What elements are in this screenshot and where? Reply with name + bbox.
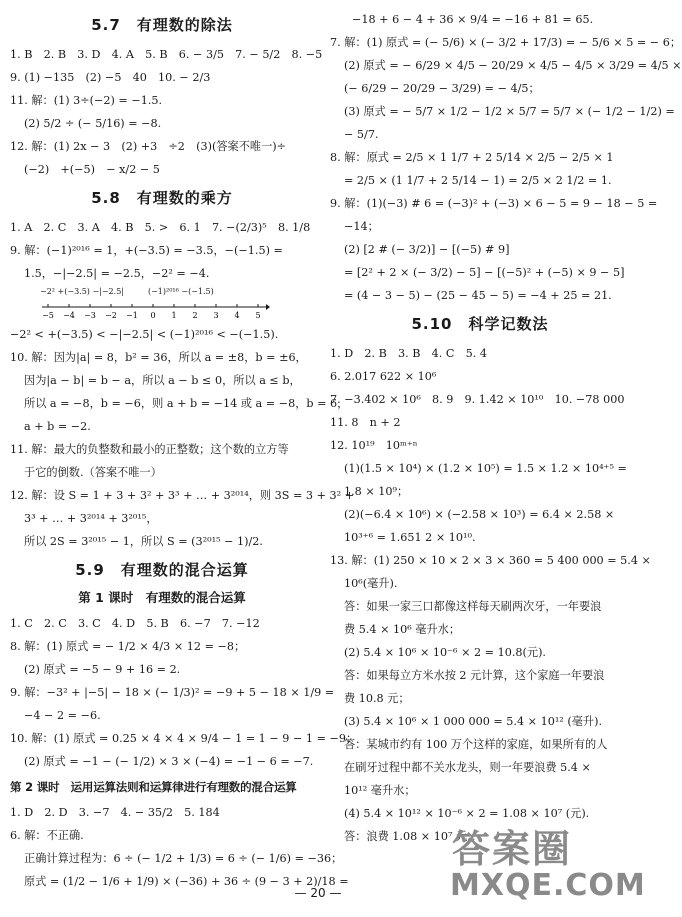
answer-line: 10¹² 毫升水； <box>344 784 416 797</box>
number-line-tick-label: 0 <box>150 311 156 320</box>
answer-line: 12. 10¹⁹ 10ᵐ⁺ⁿ <box>330 439 418 452</box>
answer-line: 于它的倒数.（答案不唯一） <box>24 466 162 479</box>
answer-line: 9. (1) −135 (2) −5 40 10. − 2/3 <box>10 71 211 84</box>
page-number: — 20 — <box>294 886 342 900</box>
answer-line: (2)(−6.4 × 10⁶) × (−2.58 × 10³) = 6.4 × 2.58 × <box>344 508 615 521</box>
answer-line: 7. −3.402 × 10⁶ 8. 9 9. 1.42 × 10¹⁰ 10. −78 000 <box>330 393 625 406</box>
lesson-title-1: 第 1 课时 有理数的混合运算 <box>78 590 246 605</box>
answer-line: (2) 原式 = −1 − (− 1/2) × 3 × (−4) = −1 − 6 = −7. <box>24 755 314 768</box>
answer-line: (2) 5.4 × 10⁶ × 10⁻⁶ × 2 = 10.8(元). <box>344 646 546 659</box>
answer-line: = [2² + 2 × (− 3/2) − 5] − [(−5)² + (−5) × 9 − 5] <box>344 266 625 279</box>
number-line-tick-label: −5 <box>42 311 54 320</box>
answer-line: 1. A 2. C 3. A 4. B 5. > 6. 1 7. −(2/3)⁵ 8. 1/8 <box>10 221 311 234</box>
answer-line: 10⁶(毫升). <box>344 577 398 590</box>
left-column <box>10 8 358 893</box>
number-line-figure <box>10 285 314 323</box>
answer-line: 在刷牙过程中都不关水龙头，则一年要浪费 5.4 × <box>344 761 591 774</box>
answer-line: (4) 5.4 × 10¹² × 10⁻⁶ × 2 = 1.08 × 10⁷ (元). <box>344 807 590 820</box>
number-line-tick-label: −3 <box>84 311 96 320</box>
answer-line: 7. 解：(1) 原式 = (− 5/6) × (− 3/2 + 17/3) = − 5/6 × 5 = − 6； <box>330 36 682 49</box>
answer-line: −4 − 2 = −6. <box>24 709 101 722</box>
logo-text-bottom: MXQE.COM <box>450 868 646 903</box>
answer-line: −2² < +(−3.5) < −|−2.5| < (−1)²⁰¹⁶ < −(−1.5). <box>10 328 279 341</box>
answer-line: 12. 解：设 S = 1 + 3 + 3² + 3³ + … + 3²⁰¹⁴，则 3S = 3 + 3² + <box>10 489 355 502</box>
answer-line: −14； <box>344 220 379 233</box>
answer-line: (1)(1.5 × 10⁴) × (1.2 × 10⁵) = 1.5 × 1.2 × 10⁴⁺⁵ = <box>344 462 627 475</box>
answer-line: 1. C 2. C 3. C 4. D 5. B 6. −7 7. −12 <box>10 617 260 630</box>
answer-line: (2) 5/2 ÷ (− 5/16) = −8. <box>24 117 162 130</box>
answer-line: 6. 2.017 622 × 10⁶ <box>330 370 437 383</box>
section-title-5-8: 5.8 有理数的乘方 <box>91 189 233 207</box>
answer-line: 9. 解：(1)(−3) # 6 = (−3)² + (−3) × 6 − 5 = 9 − 18 − 5 = <box>330 197 658 210</box>
answer-line: 13. 解：(1) 250 × 10 × 2 × 3 × 360 = 5 400 000 = 5.4 × <box>330 554 651 567</box>
answer-line: (−2) +(−5) − x/2 − 5 <box>24 163 160 176</box>
answer-line: = (4 − 3 − 5) − (25 − 45 − 5) = −4 + 25 = 21. <box>344 289 612 302</box>
number-line-tick-label: 5 <box>255 311 261 320</box>
answer-line: 10. 解：(1) 原式 = 0.25 × 4 × 4 × 9/4 − 1 = 1 − 9 − 1 = −9； <box>10 732 358 745</box>
answer-line: 答：浪费 1.08 × 10⁷ 元. <box>344 830 471 843</box>
number-line-tick-label: −2 <box>105 311 117 320</box>
answer-line: −18 + 6 − 4 + 36 × 9/4 = −16 + 81 = 65. <box>352 13 594 26</box>
answer-line: 11. 8 n + 2 <box>330 416 401 429</box>
number-line-tick-label: 3 <box>213 311 219 320</box>
answer-line: 正确计算过程为：6 ÷ (− 1/2 + 1/3) = 6 ÷ (− 1/6) = −36； <box>24 852 343 865</box>
answer-line: 因为|a − b| = b − a，所以 a − b ≤ 0，所以 a ≤ b， <box>24 374 301 387</box>
answer-line: (− 6/29 − 20/29 − 3/29) = − 4/5； <box>344 82 540 95</box>
answer-line: 1.5，−|−2.5| = −2.5，−2² = −4. <box>24 267 210 280</box>
answer-line: − 5/7. <box>344 128 379 141</box>
answer-line: 12. 解：(1) 2x − 3 (2) +3 ÷2 (3)(答案不唯一)÷ <box>10 140 286 153</box>
answer-line: 8. 解：原式 = 2/5 × 1 1/7 + 2 5/14 × 2/5 − 2/5 × 1 <box>330 151 614 164</box>
answer-line: (3) 5.4 × 10⁶ × 1 000 000 = 5.4 × 10¹² (毫升). <box>344 715 603 728</box>
answer-line: 10. 解：因为|a| = 8，b² = 36，所以 a = ±8，b = ±6， <box>10 351 307 364</box>
answer-line: 3³ + … + 3²⁰¹⁴ + 3²⁰¹⁵， <box>24 512 158 525</box>
number-line-labels: −2² +(−3.5) −|−2.5| (−1)²⁰¹⁶ −(−1.5) <box>40 287 214 296</box>
answer-line: (2) 原式 = −5 − 9 + 16 = 2. <box>24 663 181 676</box>
answer-line: 1. D 2. B 3. B 4. C 5. 4 <box>330 347 487 360</box>
answer-line: 所以 a = −8，b = −6，则 a + b = −14 或 a = −8，b = 6， <box>24 397 349 410</box>
logo-text-top: 答案圈 <box>452 827 573 871</box>
answer-line: 1.8 × 10⁹； <box>344 485 409 498</box>
answer-line: (2) 原式 = − 6/29 × 4/5 − 20/29 × 4/5 − 4/5 × 3/29 = 4/5 × <box>344 59 682 72</box>
answer-line: 11. 解：最大的负整数和最小的正整数；这个数的立方等 <box>10 443 289 456</box>
right-column <box>330 8 682 848</box>
answer-line: = 2/5 × (1 1/7 + 2 5/14 − 1) = 2/5 × 2 1/2 = 1. <box>344 174 612 187</box>
number-line-tick-label: 4 <box>234 311 240 320</box>
answer-line: a + b = −2. <box>24 420 91 433</box>
answer-line: 9. 解：−3² + |−5| − 18 × (− 1/3)² = −9 + 5 − 18 × 1/9 = <box>10 686 335 699</box>
section-title-5-9: 5.9 有理数的混合运算 <box>75 561 249 579</box>
answer-line: 11. 解：(1) 3÷(−2) = −1.5. <box>10 94 163 107</box>
number-line-tick-label: −1 <box>126 311 138 320</box>
answer-line: (2) [2 # (− 3/2)] − [(−5) # 9] <box>344 243 510 256</box>
answer-line: 答：如果每立方米水按 2 元计算，这个家庭一年要浪 <box>344 669 605 682</box>
answer-line: 6. 解：不正确. <box>10 829 84 842</box>
number-line-tick-label: −4 <box>63 311 75 320</box>
number-line-tick-label: 2 <box>192 311 198 320</box>
answer-line: 9. 解：(−1)²⁰¹⁶ = 1，+(−3.5) = −3.5，−(−1.5) = <box>10 244 283 257</box>
number-line-tick-label: 1 <box>171 311 177 320</box>
section-title-5-7: 5.7 有理数的除法 <box>91 16 233 34</box>
answer-line: 答：如果一家三口都像这样每天刷两次牙，一年要浪 <box>344 600 602 613</box>
answer-line: 8. 解：(1) 原式 = − 1/2 × 4/3 × 12 = −8； <box>10 640 246 653</box>
answer-line: 所以 2S = 3²⁰¹⁵ − 1，所以 S = (3²⁰¹⁵ − 1)/2. <box>24 535 263 548</box>
answer-line: 答：某城市约有 100 万个这样的家庭，如果所有的人 <box>344 738 608 751</box>
answer-line: 费 10.8 元； <box>344 692 410 705</box>
answer-line: 1. B 2. B 3. D 4. A 5. B 6. − 3/5 7. − 5/2 8. −5 <box>10 48 323 61</box>
answer-line: 10³⁺⁶ = 1.651 2 × 10¹⁰. <box>344 531 476 544</box>
answer-line: 1. D 2. D 3. −7 4. − 35/2 5. 184 <box>10 806 220 819</box>
section-title-5-10: 5.10 科学记数法 <box>411 315 549 333</box>
answer-line: (3) 原式 = − 5/7 × 1/2 − 1/2 × 5/7 = 5/7 × (− 1/2 − 1/2) = <box>344 105 675 118</box>
answer-line: 费 5.4 × 10⁶ 毫升水； <box>344 623 461 636</box>
answer-line: 原式 = (1/2 − 1/6 + 1/9) × (−36) + 36 ÷ (9 − 3 + 2)/18 = <box>24 875 349 888</box>
lesson-title-2: 第 2 课时 运用运算法则和运算律进行有理数的混合运算 <box>10 780 297 794</box>
